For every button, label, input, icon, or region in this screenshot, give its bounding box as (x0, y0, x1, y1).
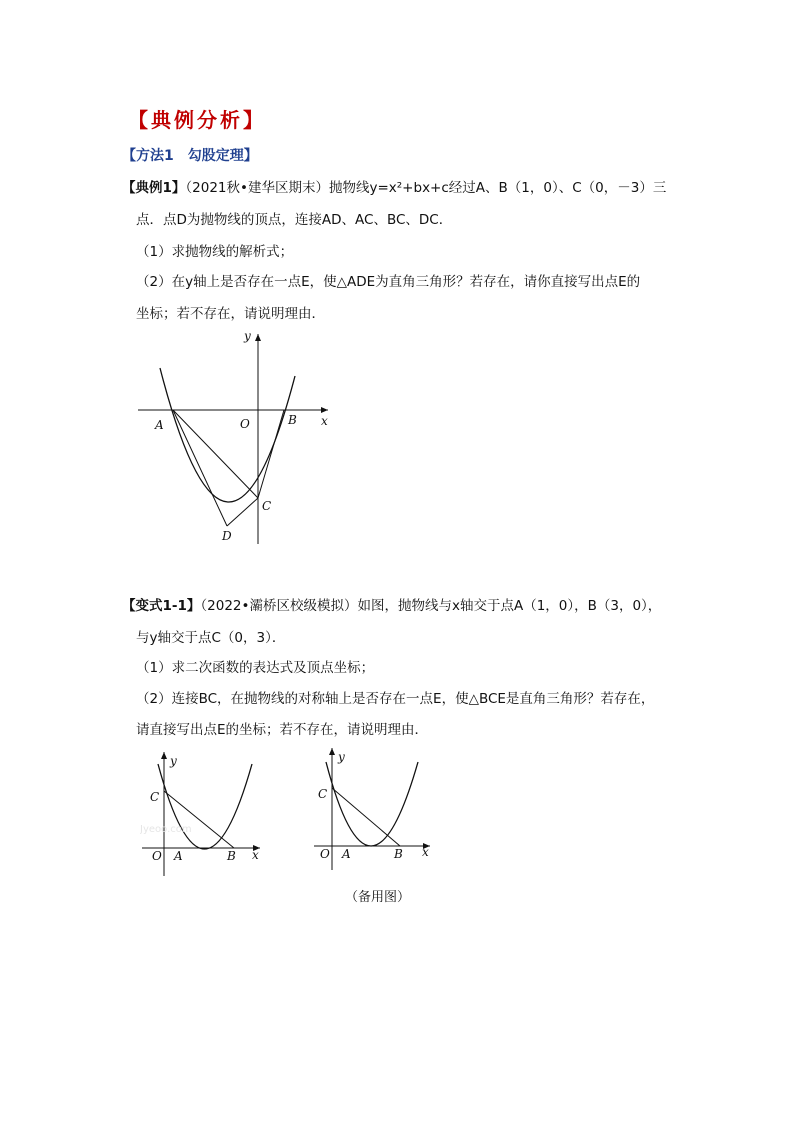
label-b: B (288, 413, 297, 427)
label-y: y (244, 329, 251, 343)
example1-q2-line2: 坐标；若不存在，请说明理由． (136, 306, 325, 322)
variant1-q2-line2: 请直接写出点E的坐标；若不存在，请说明理由． (136, 722, 429, 738)
example1-stem-line1: 抛物线y=x²+bx+c经过A、B（1，0）、C（0，－3）三 (328, 180, 667, 196)
parabola (160, 368, 295, 502)
variant1-stem-line1: 如图，抛物线与x轴交于点A（1，0），B（3，0）， (357, 598, 662, 614)
segment-bc (164, 791, 234, 848)
parabola (158, 764, 252, 849)
example1-figure (130, 322, 350, 554)
label-y: y (338, 750, 345, 764)
label-c: C (262, 499, 272, 513)
method-title: 【方法1 勾股定理】 (122, 148, 258, 164)
section-title: 【典例分析】 (128, 108, 266, 132)
variant1-figure-spare (306, 742, 442, 872)
label-d: D (222, 529, 232, 543)
variant1-stem-line2: 与y轴交于点C（0，3）． (136, 630, 286, 646)
label-o: O (240, 417, 250, 431)
example1-source: （2021秋•建华区期末） (185, 180, 329, 196)
segment-bc (258, 410, 284, 498)
label-b: B (394, 847, 403, 861)
example1-tag: 【典例1】 (122, 180, 186, 196)
example1-line1 (122, 176, 666, 196)
segment-bc (332, 788, 400, 846)
spare-figure-caption: （备用图） (345, 890, 411, 905)
variant1-line1 (122, 594, 661, 614)
label-x: x (422, 845, 429, 859)
example1-q2-line1: （2）在y轴上是否存在一点E，使△ADE为直角三角形？若存在，请你直接写出点E的 (136, 274, 641, 290)
label-c: C (150, 790, 160, 804)
variant1-tag: 【变式1-1】 (122, 598, 201, 614)
label-a: A (342, 847, 351, 861)
variant1-q2-line1: （2）连接BC，在抛物线的对称轴上是否存在一点E，使△BCE是直角三角形？若存在， (136, 691, 655, 707)
label-b: B (227, 849, 236, 863)
label-a: A (155, 418, 164, 432)
parabola (326, 762, 418, 846)
label-y: y (170, 754, 177, 768)
label-o: O (320, 847, 330, 861)
example1-q1: （1）求抛物线的解析式； (136, 244, 294, 260)
label-c: C (318, 787, 328, 801)
variant1-source: （2022•灞桥区校级模拟） (200, 598, 358, 614)
variant1-q1: （1）求二次函数的表达式及顶点坐标； (136, 660, 375, 676)
example1-stem-line2: 点．点D为抛物线的顶点，连接AD、AC、BC、DC． (136, 212, 453, 228)
variant1-figure-main (140, 748, 270, 880)
label-x: x (321, 414, 328, 428)
label-o: O (152, 849, 162, 863)
label-x: x (252, 848, 259, 862)
watermark: Jyeoo.com (140, 824, 192, 835)
label-a: A (174, 849, 183, 863)
segment-ad (173, 410, 227, 526)
